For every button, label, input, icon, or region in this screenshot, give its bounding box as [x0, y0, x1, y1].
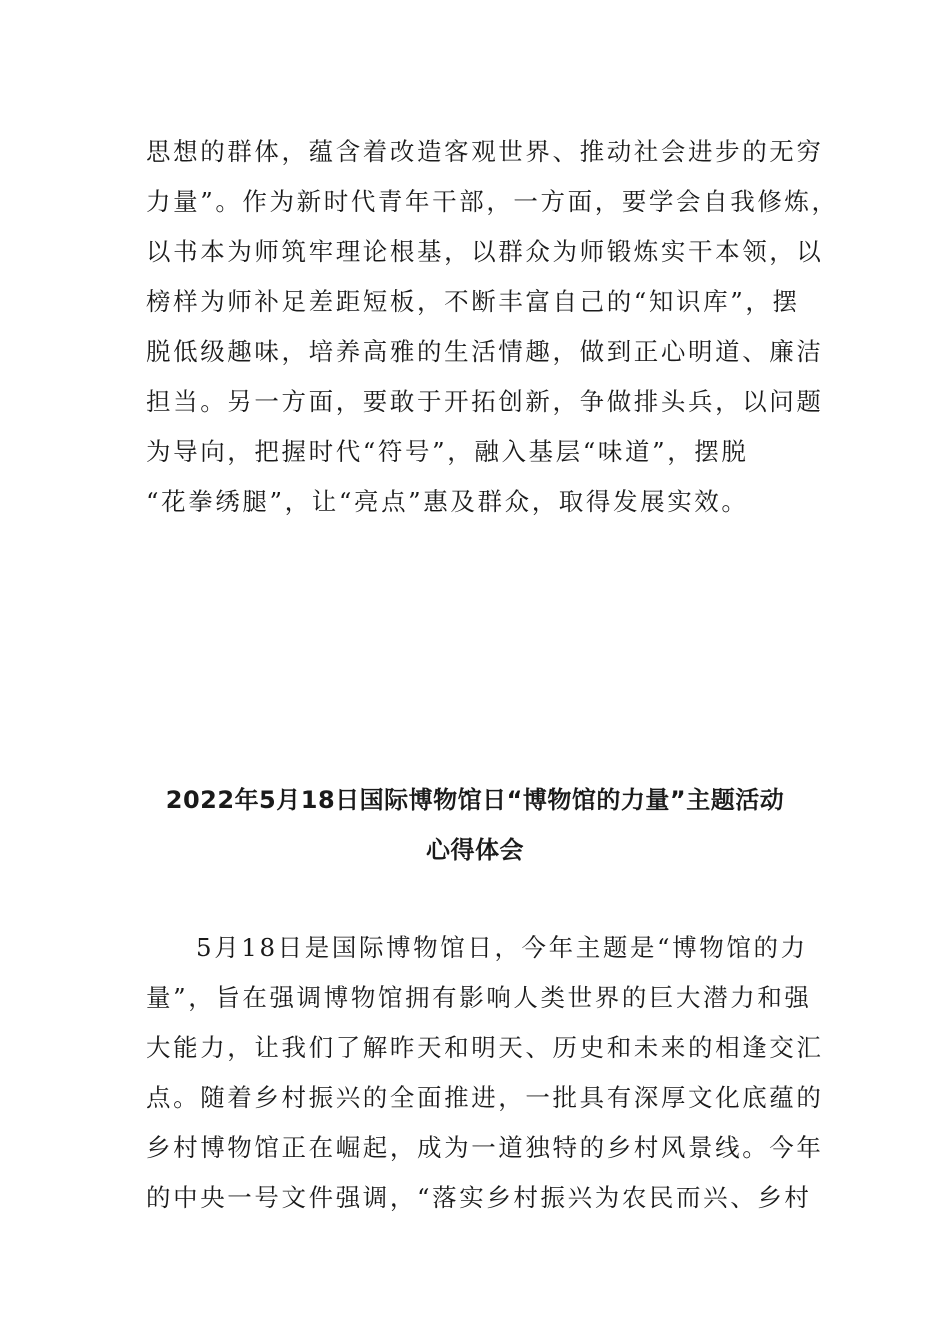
- paragraph-line: 以书本为师筑牢理论根基，以群众为师锻炼实干本领，以: [146, 237, 824, 266]
- paragraph-line: 量”，旨在强调博物馆拥有影响人类世界的巨大潜力和强: [146, 983, 812, 1012]
- paragraph-line: 力量”。作为新时代青年干部，一方面，要学会自我修炼，: [146, 187, 839, 216]
- paragraph-line: 思想的群体，蕴含着改造客观世界、推动社会进步的无穷: [146, 137, 824, 166]
- paragraph-line: 担当。另一方面，要敢于开拓创新，争做排头兵，以问题: [146, 387, 824, 416]
- article-title-continued: 心得体会: [426, 836, 524, 864]
- paragraph-line: 为导向，把握时代“符号”，融入基层“味道”，摆脱: [146, 437, 749, 466]
- article-title: 2022年5月18日国际博物馆日“博物馆的力量”主题活动: [165, 786, 785, 814]
- paragraph-line: 点。随着乡村振兴的全面推进，一批具有深厚文化底蕴的: [146, 1083, 824, 1112]
- paragraph-first-line: 5月18日是国际博物馆日，今年主题是“博物馆的力: [196, 933, 808, 962]
- paragraph-line: 大能力，让我们了解昨天和明天、历史和未来的相逢交汇: [146, 1033, 824, 1062]
- paragraph-line: 榜样为师补足差距短板，不断丰富自己的“知识库”，摆: [146, 287, 800, 316]
- paragraph-line: 的中央一号文件强调，“落实乡村振兴为农民而兴、乡村: [146, 1183, 812, 1212]
- paragraph-line: 脱低级趣味，培养高雅的生活情趣，做到正心明道、廉洁: [146, 337, 824, 366]
- paragraph-line: “花拳绣腿”，让“亮点”惠及群众，取得发展实效。: [146, 487, 749, 516]
- paragraph-line: 乡村博物馆正在崛起，成为一道独特的乡村风景线。今年: [146, 1133, 824, 1162]
